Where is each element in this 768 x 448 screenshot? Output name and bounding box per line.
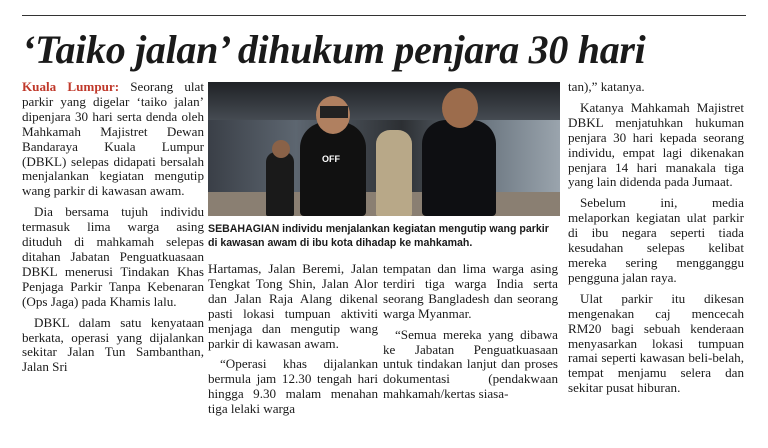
paragraph: Sebelum ini, media melaporkan kegiatan ulat parkir di ibu negara seperti tiada kesudahan selepas kelibat mereka sering mengganggu pengguna jalan raya.	[568, 195, 744, 285]
photo-officer	[422, 120, 496, 216]
news-photo	[208, 82, 560, 216]
photo-person-left-head	[272, 140, 290, 158]
photo-person-left	[266, 152, 294, 216]
article-column-1	[22, 80, 204, 381]
article-column-2	[208, 262, 378, 423]
article-column-4	[568, 80, 744, 402]
paragraph: DBKL dalam satu kenyataan berkata, operasi yang dijalankan sekitar Jalan Tun Sambanthan, Jalan Sri	[22, 314, 204, 375]
paragraph: tempatan dan lima warga asing terdiri tiga warga India serta seorang Bangladesh dan seorang warga Myanmar.	[383, 261, 558, 321]
dateline: Kuala Lumpur:	[22, 79, 120, 94]
headline: ‘Taiko jalan’ dihukum penjara 30 hari	[22, 27, 646, 72]
top-rule	[22, 15, 746, 16]
paragraph: “Operasi khas dijalankan bermula jam 12.30 tengah hari hingga 9.30 malam menahan tiga lelaki warga	[208, 356, 378, 417]
paragraph: “Semua mereka yang dibawa ke Jabatan Penguatkuasaan untuk tindakan lanjut dan proses dokumentasi (pendakwaan mahkamah/kertas siasa-	[383, 326, 558, 402]
shirt-text: OFF	[322, 154, 340, 164]
photo-person-back	[376, 130, 412, 216]
paragraph: tan),” katanya.	[568, 79, 645, 94]
paragraph: Katanya Mahkamah Majistret DBKL menjatuhkan hukuman penjara 30 hari kepada seorang individu, empat lagi dikenakan penjara 14 hari manakala tiga yang lain didenda pada Jumaat.	[568, 99, 744, 190]
paragraph: Ulat parkir itu dikesan mengenakan caj mencecah RM20 bagi sebuah kenderaan menyasarkan lokasi tumpuan ramai seperti kawasan beli-belah, tempat menjamu selera dan sekitar pusat hiburan.	[568, 290, 744, 396]
photo-officer-head	[442, 88, 478, 128]
photo-person-main	[300, 122, 366, 216]
lead-paragraph	[22, 80, 204, 199]
photo-caption: SEBAHAGIAN individu menjalankan kegiatan mengutip wang parkir di kawasan awam di ibu kota dihadap ke mahkamah.	[208, 223, 549, 249]
photo-ceiling	[208, 82, 560, 120]
article-column-3	[383, 262, 558, 408]
lead-text: Seorang ulat parkir yang digelar ‘taiko jalan’ dipenjara 30 hari serta denda oleh Mahkamah Majistret Dewan Bandaraya Kuala Lumpur (DBKL) selepas didapati bersalah menjalankan kegiatan mengutip wang parkir di kawasan awam.	[22, 79, 204, 199]
paragraph: Dia bersama tujuh individu termasuk lima warga asing dituduh di mahkamah selepas ditahan Jabatan Penguatkuasaan DBKL menerusi Tindakan Khas Penjaga Parkir Tanpa Kebenaran (Ops Jaga) pada Khamis lalu.	[22, 204, 204, 309]
face-blur-bar	[320, 106, 348, 118]
paragraph: Hartamas, Jalan Beremi, Jalan Tengkat Tong Shin, Jalan Alor dan Jalan Raja Alang dikenal pasti lokasi tumpuan aktiviti menjaga dan mengutip wang parkir di kawasan awam.	[208, 261, 378, 351]
